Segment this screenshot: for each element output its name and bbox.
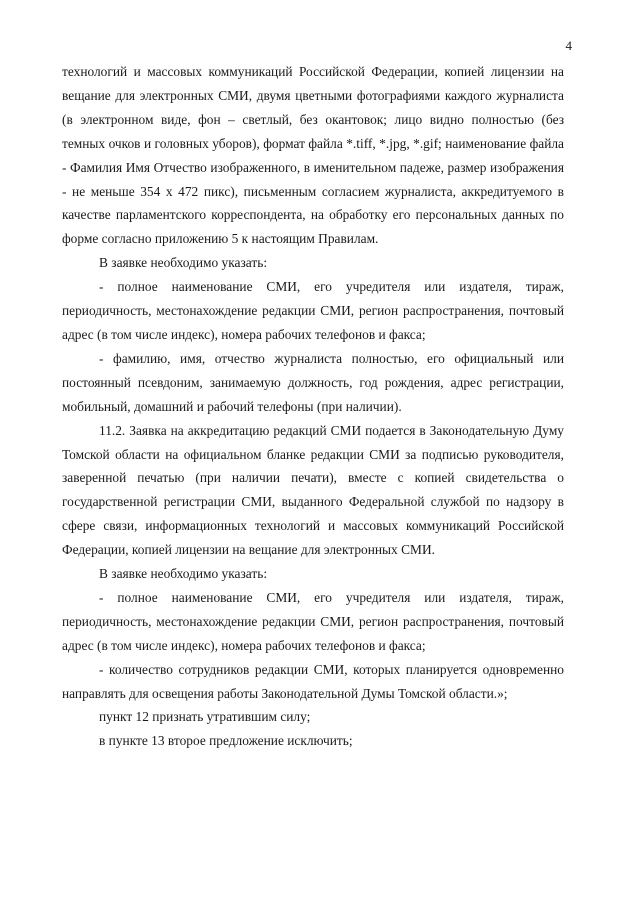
paragraph-11-2: 11.2. Заявка на аккредитацию редакций СМИ подается в Законодательную Думу Томской области на официальном бланке редакции СМИ за подписью руководителя, заверенной печатью (при наличии печати), вместе с копией свидетельства о государственной регистрации СМИ, выданного Федеральной службой по надзору в сфере связи, информационных технологий и массовых коммуникаций Российской Федерации, копией лицензии на вещание для электронных СМИ. — [62, 422, 564, 558]
page-number: 4 — [565, 38, 572, 53]
paragraph-staff-count-item: - количество сотрудников редакции СМИ, которых планируется одновременно направлять для освещения работы Законодательной Думы Томской области.»; — [62, 661, 564, 701]
paragraph-continuation: технологий и массовых коммуникаций Российской Федерации, копией лицензии на вещание для электронных СМИ, двумя цветными фотографиями каждого журналиста (в электронном виде, фон – светлый, без окантовок; лицо видно полностью (без темных очков и головных уборов), формат файла *.tiff, *.jpg, *.gif; наименование файла - Фамилия Имя Отчество изображенного, в именительном падеже, размер изображения - не меньше 354 х 472 пикс), письменным согласием журналиста, аккредитуемого в качестве парламентского корреспондента, на обработку его персональных данных по форме согласно приложению 5 к настоящим Правилам. — [62, 64, 564, 247]
paragraph-application-heading: В заявке необходимо указать: — [99, 255, 268, 271]
paragraph-media-name-item-2: - полное наименование СМИ, его учредителя или издателя, тираж, периодичность, местонахождение редакции СМИ, регион распространения, почтовый адрес (в том числе индекс), номера рабочих телефонов и факса; — [62, 589, 564, 653]
paragraph-media-name-item: - полное наименование СМИ, его учредителя или издателя, тираж, периодичность, местонахождение редакции СМИ, регион распространения, почтовый адрес (в том числе индекс), номера рабочих телефонов и факса; — [62, 279, 564, 342]
paragraph-journalist-item: - фамилию, имя, отчество журналиста полностью, его официальный или постоянный псевдоним, занимаемую должность, год рождения, адрес регистрации, мобильный, домашний и рабочий телефоны (при наличии). — [62, 350, 564, 414]
paragraph-clause-12: пункт 12 признать утратившим силу; — [99, 709, 311, 725]
document-body — [62, 60, 564, 753]
paragraph-application-heading-2: В заявке необходимо указать: — [99, 566, 268, 582]
paragraph-clause-13: в пункте 13 второе предложение исключить; — [99, 733, 353, 749]
